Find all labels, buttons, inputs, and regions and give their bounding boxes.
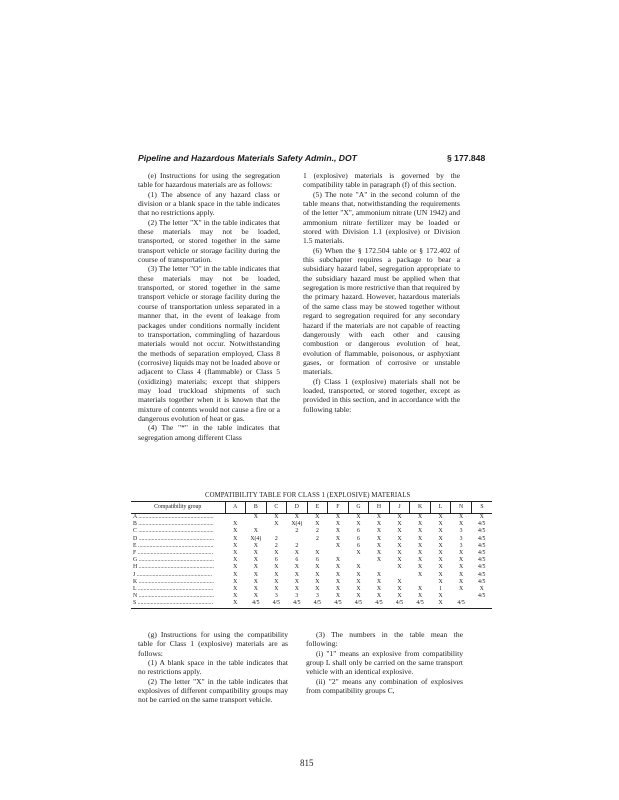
paragraph-f: (f) Class 1 (explosive) materials shall not be loaded, transported, or stored together, except as provided in this section, and in accordance with the following table:: [303, 376, 460, 414]
left-text-column: [138, 171, 280, 442]
table-cell: X: [417, 514, 423, 520]
table-cell: 4/5: [246, 600, 267, 608]
table-cell: X: [253, 528, 258, 535]
table-cell: X: [274, 521, 279, 528]
table-cell: X: [253, 564, 258, 571]
table-cell: 2: [295, 542, 299, 549]
table-cell: X: [397, 593, 402, 600]
paragraph-e5: (5) The note "A" in the second column of the table means that, notwithstanding the requirements of the letter "X", ammonium nitrate (UN 1942) and ammonium nitrate fertilizer may be loaded or stored with Division 1.1 (explosive) or Division 1.5 materials.: [303, 189, 460, 246]
table-cell: 4/5: [477, 550, 486, 557]
table-header-row: [131, 502, 492, 514]
table-row: [131, 514, 492, 522]
table-cell: X: [459, 514, 464, 520]
table-cell: X: [417, 593, 423, 600]
table-cell: X: [315, 514, 320, 520]
table-cell: 4/5: [287, 600, 308, 608]
table-cell: 4/5: [266, 600, 287, 608]
table-cell: 4/5: [307, 600, 328, 608]
table-cell: X: [335, 571, 341, 578]
table-cell: [451, 593, 472, 600]
col-header: N: [451, 502, 472, 514]
table-row: [131, 572, 492, 579]
table-cell: X: [397, 557, 402, 564]
table-cell: 3: [459, 535, 463, 542]
table-cell: X: [397, 586, 402, 593]
table-cell: X: [356, 571, 361, 578]
table-cell: X: [397, 521, 402, 528]
table-cell: X: [459, 557, 464, 564]
table-cell: [410, 579, 431, 586]
table-cell: X: [438, 514, 443, 520]
table-cell: [287, 536, 308, 543]
row-label: J ....................................................: [133, 571, 213, 578]
row-label: A ....................................................: [133, 514, 214, 520]
col-header: C: [266, 502, 287, 514]
table-cell: X: [376, 535, 382, 542]
table-cell: X: [233, 593, 238, 600]
table-cell: 4/5: [451, 600, 472, 608]
table-cell: [328, 550, 349, 557]
table-row: [131, 579, 492, 586]
table-cell: X: [376, 578, 382, 585]
table-cell: X: [417, 557, 423, 564]
table-cell: 4/5: [477, 593, 486, 600]
table-cell: X: [315, 571, 320, 578]
table-cell: X: [397, 564, 402, 571]
table-cell: X: [233, 542, 238, 549]
table-cell: 3: [295, 593, 299, 600]
table-cell: 3: [274, 593, 278, 600]
table-cell: X: [335, 564, 341, 571]
paragraph-g3-i: (i) "1" means an explosive from compatibility group L shall only be carried on the same transport vehicle with an identical explosive.: [306, 648, 463, 677]
table-cell: X: [315, 586, 320, 593]
col-header: Compatibility group: [131, 502, 225, 514]
table-cell: X: [438, 557, 443, 564]
col-header: L: [430, 502, 451, 514]
row-label: C ....................................................: [133, 528, 214, 535]
table-cell: X: [225, 600, 246, 608]
table-cell: X: [335, 528, 341, 535]
table-cell: [307, 543, 328, 550]
table-cell: X: [376, 593, 382, 600]
table-cell: X: [438, 578, 443, 585]
table-cell: [225, 514, 246, 522]
col-header: G: [348, 502, 369, 514]
table-cell: X: [233, 521, 238, 528]
table-cell: X(4): [250, 535, 262, 542]
table-cell: X: [438, 521, 443, 528]
bottom-left-column: [138, 630, 288, 705]
table-cell: X: [335, 586, 341, 593]
table-cell: 2: [274, 535, 278, 542]
table-cell: [266, 528, 287, 535]
table-cell: X: [253, 514, 258, 520]
table-cell: 6: [357, 542, 360, 549]
table-cell: 2: [274, 542, 278, 549]
table-cell: X: [376, 586, 382, 593]
table-cell: X: [233, 550, 238, 557]
table-cell: X: [294, 514, 299, 520]
table-row: [131, 543, 492, 550]
table-cell: X: [376, 542, 382, 549]
table-cell: X: [459, 564, 464, 571]
table-cell: [389, 572, 410, 579]
table-cell: X: [315, 550, 320, 557]
table-cell: X: [233, 571, 238, 578]
table-cell: X: [233, 557, 238, 564]
table-cell: 4/5: [389, 600, 410, 608]
table-cell: X: [294, 564, 299, 571]
table-cell: X: [253, 557, 258, 564]
table-cell: X: [335, 578, 341, 585]
table-cell: 1: [439, 586, 443, 593]
table-cell: X: [459, 550, 464, 557]
table-cell: 4/5: [477, 578, 486, 585]
table-cell: 6: [274, 557, 278, 564]
table-cell: X: [438, 550, 443, 557]
table-cell: X: [459, 578, 464, 585]
paragraph-e3: (3) The letter "O" in the table indicates that these materials may not be loaded, transported, or stored together in the same transport vehicle or storage facility during the course of transportation unless separated in a manner that, in the event of leakage from packages under conditions normally incident to transportation, commingling of hazardous materials would not occur. Notwithstanding the methods of separation employed, Class 8 (corrosive) liquids may not be loaded above or adjacent to Class 4 (flammable) or Class 5 (oxidizing) materials; except that shippers may load truckload shipments of such materials together when it is known that the mixture of contents would not cause a fire or a dangerous evolution of heat or gas.: [138, 264, 280, 423]
table-cell: 4/5: [477, 535, 486, 542]
row-label: F ....................................................: [133, 550, 214, 557]
table-cell: X: [356, 578, 361, 585]
table-cell: X: [294, 571, 299, 578]
col-header: J: [389, 502, 410, 514]
table-cell: X: [294, 578, 299, 585]
row-label: L ....................................................: [133, 586, 214, 593]
table-cell: 4/5: [477, 542, 486, 549]
table-row: [131, 586, 492, 593]
table-cell: X: [417, 586, 423, 593]
table-cell: X: [376, 514, 382, 520]
table-cell: 4/5: [369, 600, 390, 608]
table-row: [131, 521, 492, 528]
col-header: D: [287, 502, 308, 514]
compatibility-table: [131, 501, 492, 609]
table-cell: X: [335, 514, 341, 520]
row-label: B ....................................................: [133, 521, 214, 528]
table-row: [131, 550, 492, 557]
paragraph-g3-ii: (ii) "2" means any combination of explosives from compatibility groups C,: [306, 676, 463, 696]
paragraph-g1: (1) A blank space in the table indicates that no restrictions apply.: [138, 658, 288, 677]
table-cell: X: [417, 550, 423, 557]
col-header: S: [471, 502, 492, 514]
table-cell: 6: [357, 528, 360, 535]
table-cell: X: [294, 586, 299, 593]
table-cell: [369, 564, 390, 571]
table-cell: X: [233, 528, 238, 535]
table-cell: X: [397, 578, 402, 585]
table-cell: X: [417, 535, 423, 542]
table-cell: X: [233, 564, 238, 571]
table-cell: 2: [315, 535, 319, 542]
table-cell: X: [233, 578, 238, 585]
table-cell: X: [233, 535, 238, 542]
table-cell: 4/5: [477, 571, 486, 578]
table-cell: X: [438, 528, 443, 535]
table-cell: X: [459, 571, 464, 578]
table-cell: [471, 600, 492, 608]
row-label: N ....................................................: [133, 593, 214, 600]
table-row: [131, 536, 492, 543]
row-label: G ....................................................: [133, 557, 214, 564]
table-cell: X: [356, 550, 361, 557]
col-header: B: [246, 502, 267, 514]
paragraph-e4-continued: 1 (explosive) materials is governed by the compatibility table in paragraph (f) of this section.: [303, 171, 460, 190]
table-cell: X: [397, 535, 402, 542]
table-cell: X: [438, 535, 443, 542]
row-label: S ....................................................: [131, 600, 225, 608]
table-cell: X: [376, 528, 382, 535]
paragraph-e1: (1) The absence of any hazard class or division or a blank space in the table indicates that no restrictions apply.: [138, 189, 280, 218]
table-cell: X: [253, 542, 258, 549]
table-cell: X: [356, 564, 361, 571]
table-cell: X: [253, 571, 258, 578]
paragraph-e2: (2) The letter "X" in the table indicates that these materials may not be loaded, transported, or stored together in the same transport vehicle or storage facility during the course of transportation.: [138, 217, 280, 265]
table-cell: 6: [357, 535, 360, 542]
table-cell: 4/5: [410, 600, 431, 608]
table-cell: X: [430, 600, 451, 608]
table-cell: X: [253, 593, 258, 600]
table-cell: X: [294, 550, 299, 557]
table-cell: X: [356, 586, 361, 593]
table-cell: X: [417, 521, 423, 528]
paragraph-e: (e) Instructions for using the segregation table for hazardous materials are as follows:: [138, 171, 280, 190]
table-cell: X: [274, 564, 279, 571]
table-cell: X: [356, 593, 361, 600]
table-cell: X: [335, 593, 341, 600]
table-cell: X: [459, 521, 464, 528]
table-cell: X: [335, 542, 341, 549]
paragraph-e6: (6) When the § 172.504 table or § 172.402 of this subchapter requires a package to bear a subsidiary hazard label, segregation appropriate to the subsidiary hazard must be applied when that segregation is more restrictive than that required by the primary hazard. However, hazardous materials of the same class may be stowed together without regard to segregation required for any secondary hazard if the materials are not capable of reacting dangerously with each other and causing combustion or dangerous evolution of heat, evolution of flammable, poisonous, or asphyxiant gases, or formation of corrosive or unstable materials.: [303, 245, 460, 377]
col-header: A: [225, 502, 246, 514]
table-cell: X: [253, 578, 258, 585]
table-cell: [348, 557, 369, 564]
table-cell: 6: [315, 557, 319, 564]
table-cell: X: [438, 571, 443, 578]
table-cell: X: [438, 564, 443, 571]
paragraph-g2: (2) The letter "X" in the table indicates that explosives of different compatibility groups may not be carried on the same transport vehicle.: [138, 676, 288, 705]
col-header: H: [369, 502, 390, 514]
table-cell: 3: [459, 528, 463, 535]
paragraph-g3: (3) The numbers in the table mean the following:: [306, 630, 463, 649]
col-header: K: [410, 502, 431, 514]
table-cell: 4/5: [477, 521, 486, 528]
paragraph-g: (g) Instructions for using the compatibility table for Class 1 (explosive) materials are as follows:: [138, 630, 288, 658]
running-header-section: § 177.848: [447, 153, 486, 163]
table-cell: X: [397, 542, 402, 549]
col-header: E: [307, 502, 328, 514]
table-cell: X: [376, 550, 382, 557]
table-cell: 4/5: [348, 600, 369, 608]
table-cell: X: [397, 514, 402, 520]
table-cell: X: [315, 578, 320, 585]
table-cell: 3: [459, 542, 463, 549]
table-cell: 4/5: [477, 528, 486, 535]
table-cell: X: [417, 571, 423, 578]
table-row: [131, 557, 492, 564]
table-cell: X(4): [291, 521, 303, 528]
table-cell: X: [335, 521, 341, 528]
table-cell: X: [274, 571, 279, 578]
table-cell: X: [274, 550, 279, 557]
table-cell: X: [438, 542, 443, 549]
table-cell: 4/5: [477, 557, 486, 564]
table-cell: [246, 521, 267, 528]
table-cell: X: [438, 593, 443, 600]
bottom-right-column: [306, 630, 463, 695]
col-header: F: [328, 502, 349, 514]
table-row: [131, 564, 492, 571]
table-cell: 2: [295, 528, 299, 535]
table-cell: X: [315, 521, 320, 528]
table-cell: X: [274, 586, 279, 593]
table-cell: 6: [295, 557, 299, 564]
right-text-column: [303, 171, 460, 414]
table-cell: X: [376, 557, 382, 564]
row-label: D ....................................................: [133, 535, 214, 542]
table-cell: X: [253, 550, 258, 557]
table-caption: COMPATIBILITY TABLE FOR CLASS 1 (EXPLOSIVE) MATERIALS: [205, 492, 411, 499]
table-cell: 2: [315, 528, 319, 535]
table-row: [131, 600, 492, 608]
table-cell: X: [274, 514, 279, 520]
table-cell: X: [376, 571, 382, 578]
table-body: [131, 514, 492, 609]
table-cell: X: [479, 586, 484, 593]
row-label: K ....................................................: [133, 578, 214, 585]
table-cell: 3: [315, 593, 319, 600]
table-cell: X: [417, 564, 423, 571]
table-cell: X: [233, 586, 238, 593]
table-cell: X: [417, 542, 423, 549]
table-cell: X: [479, 514, 484, 520]
table-cell: X: [459, 586, 464, 593]
table-cell: X: [274, 578, 279, 585]
table-cell: 4/5: [328, 600, 349, 608]
row-label: E ....................................................: [133, 542, 214, 549]
table-cell: X: [356, 514, 361, 520]
running-header-agency: Pipeline and Hazardous Materials Safety Admin., DOT: [138, 153, 357, 163]
table-row: [131, 528, 492, 535]
table-row: [131, 593, 492, 600]
table-cell: 4/5: [477, 564, 486, 571]
table-cell: X: [253, 586, 258, 593]
table-cell: X: [335, 557, 341, 564]
table-cell: X: [356, 521, 361, 528]
table-cell: X: [397, 550, 402, 557]
page-number: 815: [300, 758, 314, 768]
table-cell: X: [315, 564, 320, 571]
paragraph-e4: (4) The "*" in the table indicates that segregation among different Class: [138, 423, 280, 442]
row-label: H ....................................................: [133, 564, 214, 571]
table-cell: X: [417, 528, 423, 535]
table-cell: X: [397, 528, 402, 535]
table-cell: X: [376, 521, 382, 528]
table-cell: X: [335, 535, 341, 542]
